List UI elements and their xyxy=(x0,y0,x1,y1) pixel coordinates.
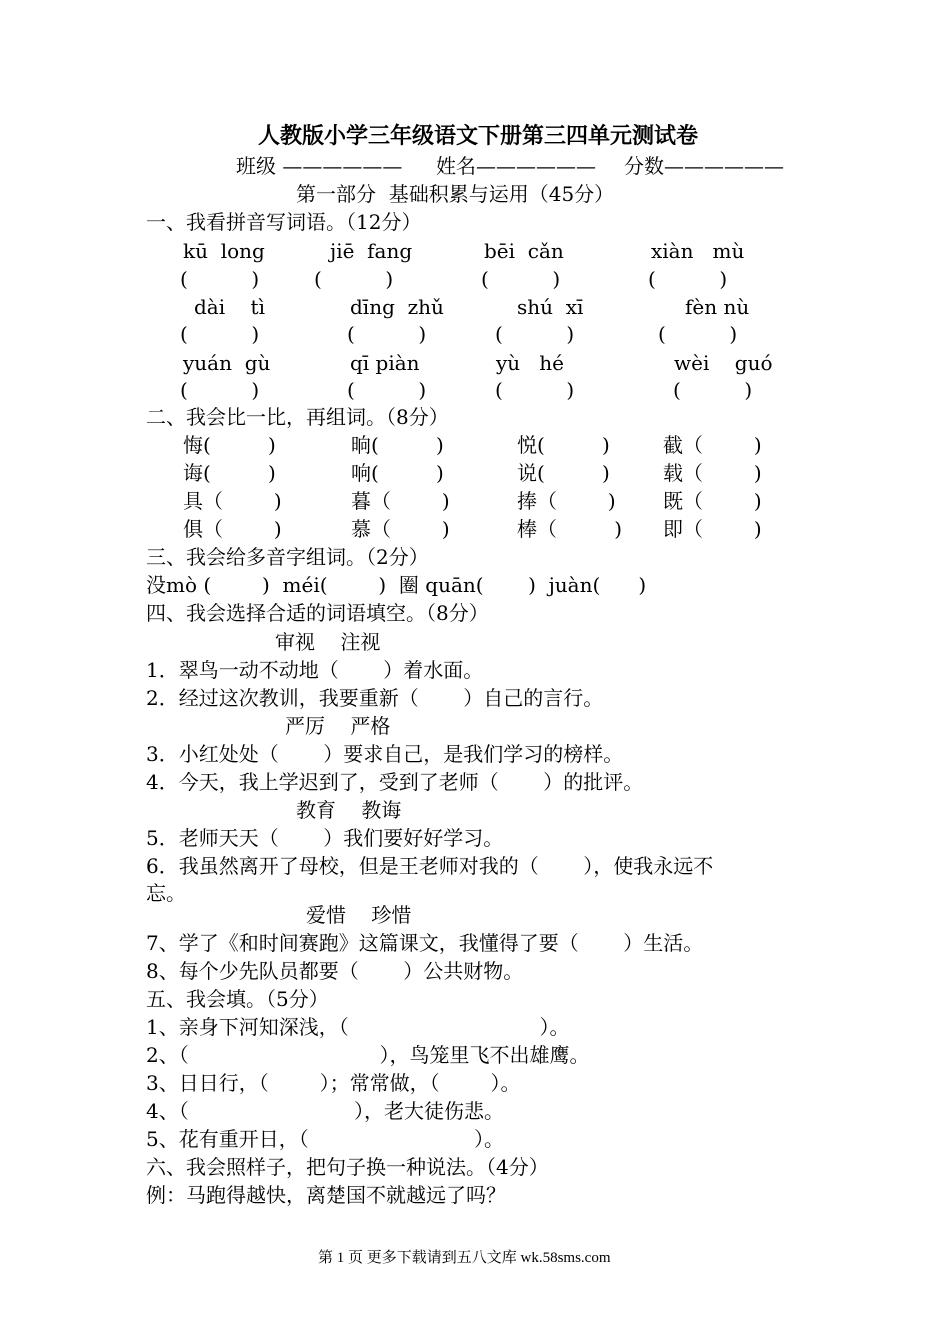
pinyin: xiàn mù xyxy=(651,239,745,263)
word-item: 暮（ ) xyxy=(351,489,450,513)
answer-blank[interactable]: ( ) xyxy=(347,322,427,346)
question: 5、花有重开日，（ ）。 xyxy=(146,1127,505,1151)
section-heading: 三、我会给多音字组词。（2分） xyxy=(146,545,429,569)
class-field: 班级 —————— xyxy=(236,154,403,178)
pinyin: jiē fang xyxy=(330,239,413,263)
answer-blank[interactable]: ( ) xyxy=(347,378,427,402)
word-item: 晌( ) xyxy=(351,433,444,457)
word-item: 悦( ) xyxy=(517,433,610,457)
section-heading: 五、我会填。（5分） xyxy=(146,987,329,1011)
pinyin: qī piàn xyxy=(350,351,420,375)
page-footer: 第 1 页 更多下载请到五八文库 wk.58sms.com xyxy=(318,1250,611,1266)
question: 4、（ ），老大徒伤悲。 xyxy=(146,1099,505,1123)
word-choices: 严厉 严格 xyxy=(285,714,391,738)
question: 8、每个少先队员都要（ ）公共财物。 xyxy=(146,959,524,983)
question: 忘。 xyxy=(146,881,186,905)
section-heading: 四、我会选择合适的词语填空。（8分） xyxy=(146,601,489,625)
answer-blank[interactable]: ( ) xyxy=(481,267,561,291)
answer-blank[interactable]: ( ) xyxy=(314,267,394,291)
answer-blank[interactable]: ( ) xyxy=(658,322,738,346)
question: 3、日日行，（ ）；常常做，（ ）。 xyxy=(146,1071,521,1095)
pinyin: yù hé xyxy=(496,351,564,375)
pinyin: dài tì xyxy=(194,295,265,319)
question: 2、（ ），鸟笼里飞不出雄鹰。 xyxy=(146,1043,590,1067)
pinyin: yuán gù xyxy=(183,351,271,375)
word-item: 慕（ ) xyxy=(351,517,450,541)
word-choices: 教育 教诲 xyxy=(296,798,402,822)
page-title: 人教版小学三年级语文下册第三四单元测试卷 xyxy=(258,123,699,149)
question: 1．翠鸟一动不动地（ ）着水面。 xyxy=(146,658,484,682)
question: 4．今天，我上学迟到了，受到了老师（ ）的批评。 xyxy=(146,770,644,794)
answer-blank[interactable]: ( ) xyxy=(648,267,728,291)
answer-blank[interactable]: ( ) xyxy=(180,267,260,291)
word-item: 捧（ ) xyxy=(517,489,616,513)
word-item: 即（ ) xyxy=(663,517,762,541)
question: 6．我虽然离开了母校，但是王老师对我的（ ），使我永远不 xyxy=(146,854,714,878)
pinyin: kū long xyxy=(183,239,265,263)
question: 7、学了《和时间赛跑》这篇课文，我懂得了要（ ）生活。 xyxy=(146,931,704,955)
question: 3．小红处处（ ）要求自己，是我们学习的榜样。 xyxy=(146,742,624,766)
answer-blank[interactable]: ( ) xyxy=(180,322,260,346)
word-item: 俱（ ) xyxy=(183,517,282,541)
section-heading: 二、我会比一比，再组词。（8分） xyxy=(146,405,449,429)
pinyin: shú xī xyxy=(517,295,584,319)
word-item: 响( ) xyxy=(351,461,444,485)
answer-blank[interactable]: ( ) xyxy=(673,378,753,402)
answer-blank[interactable]: ( ) xyxy=(495,322,575,346)
word-item: 悔( ) xyxy=(183,433,276,457)
name-field: 姓名—————— xyxy=(436,154,596,178)
word-item: 载（ ) xyxy=(663,461,762,485)
pinyin: bēi cǎn xyxy=(484,239,564,263)
part-heading: 第一部分 基础积累与运用（45分） xyxy=(296,182,615,206)
word-item: 棒（ ) xyxy=(517,517,623,541)
answer-blank[interactable]: ( ) xyxy=(495,378,575,402)
question: 1、亲身下河知深浅，（ ）。 xyxy=(146,1015,570,1039)
pinyin: wèi guó xyxy=(674,351,773,375)
section-heading: 一、我看拼音写词语。（12分） xyxy=(146,210,422,234)
word-item: 诲( ) xyxy=(183,461,276,485)
word-item: 说( ) xyxy=(517,461,610,485)
word-item: 既（ ) xyxy=(663,489,762,513)
word-item: 截（ ) xyxy=(663,433,762,457)
word-item: 具（ ) xyxy=(183,489,282,513)
question: 2．经过这次教训，我要重新（ ）自己的言行。 xyxy=(146,686,604,710)
pinyin: fèn nù xyxy=(685,295,750,319)
example-sentence: 例：马跑得越快，离楚国不就越远了吗？ xyxy=(146,1183,506,1207)
score-field: 分数—————— xyxy=(624,154,784,178)
word-choices: 爱惜 珍惜 xyxy=(306,903,412,927)
pinyin: dīng zhǔ xyxy=(350,295,444,319)
polyphone-line: 没mò ( ) méi( ) 圈 quān( ) juàn( ) xyxy=(146,573,647,597)
answer-blank[interactable]: ( ) xyxy=(180,378,260,402)
section-heading: 六、我会照样子，把句子换一种说法。（4分） xyxy=(146,1155,549,1179)
question: 5．老师天天（ ）我们要好好学习。 xyxy=(146,826,504,850)
word-choices: 审视 注视 xyxy=(275,630,381,654)
